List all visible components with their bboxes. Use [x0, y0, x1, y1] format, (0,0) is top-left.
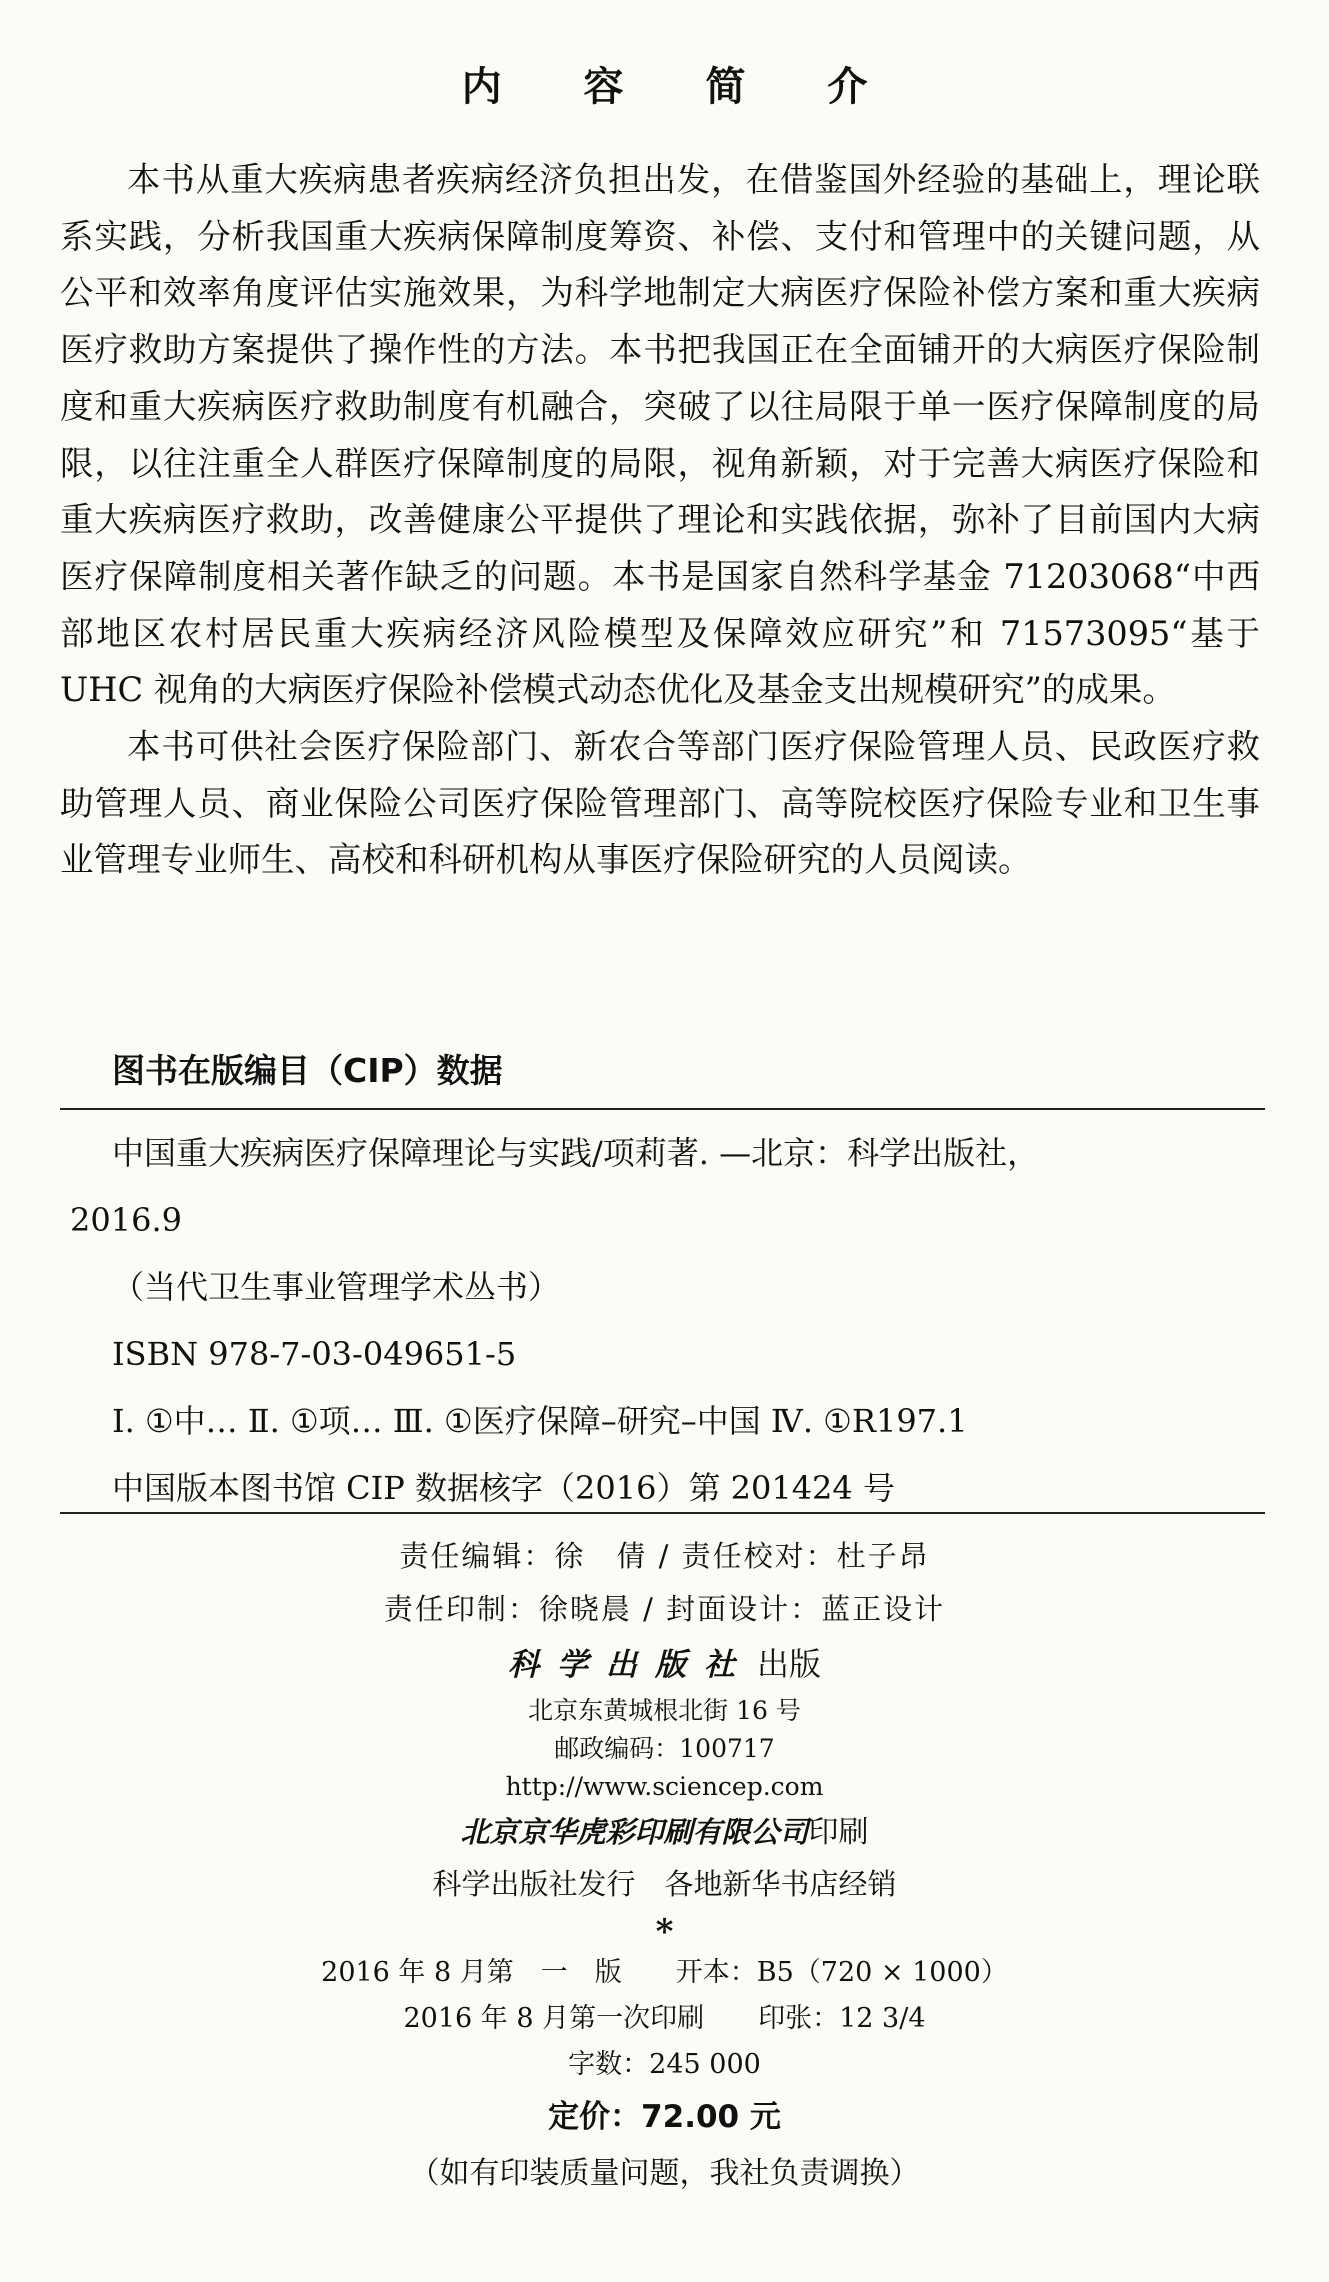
printer-logo: 北京京华虎彩印刷有限公司 — [460, 1815, 809, 1849]
synopsis-body — [60, 152, 1260, 889]
cip-top-rule — [60, 1108, 1265, 1110]
cip-data-block — [70, 1120, 1262, 1522]
cip-heading: 图书在版编目（CIP）数据 — [112, 1051, 503, 1090]
cip-isbn-line: ISBN 978-7-03-049651-5 — [112, 1335, 517, 1373]
separator-asterisk: * — [655, 1912, 674, 1952]
postcode: 邮政编码：100717 — [554, 1734, 775, 1763]
printer-suffix: 印刷 — [808, 1815, 869, 1850]
publisher-line — [0, 1636, 1329, 1692]
cip-record-number-line: 中国版本图书馆 CIP 数据核字（2016）第 201424 号 — [112, 1469, 895, 1507]
website-link: http://www.sciencep.com — [505, 1772, 824, 1801]
synopsis-paragraph: 本书可供社会医疗保险部门、新农合等部门医疗保险管理人员、民政医疗救助管理人员、商业保险公司医疗保险管理部门、高等院校医疗保险专业和卫生事业管理专业师生、高校和科研机构从事医疗保险研究的人员阅读。 — [60, 727, 1260, 880]
synopsis-paragraph: 本书从重大疾病患者疾病经济负担出发，在借鉴国外经验的基础上，理论联系实践，分析我国重大疾病保障制度筹资、补偿、支付和管理中的关键问题，从公平和效率角度评估实施效果，为科学地制定大病医疗保险补偿方案和重大疾病医疗救助方案提供了操作性的方法。本书把我国正在全面铺开的大病医疗保险制度和重大疾病医疗救助制度有机融合，突破了以往局限于单一医疗保障制度的局限，以往注重全人群医疗保障制度的局限，视角新颖，对于完善大病医疗保险和重大疾病医疗救助，改善健康公平提供了理论和实践依据，弥补了目前国内大病医疗保障制度相关著作缺乏的问题。本书是国家自然科学基金 71203068“中西部地区农村居民重大疾病经济风险模型及保障效应研究”和 71573095“基于 UHC 视角的大病医疗保险补偿模式动态优化及基金支出规模研究”的成果。 — [60, 160, 1260, 710]
quality-note: （如有印装质量问题，我社负责调换） — [409, 2156, 920, 2191]
distribution-line: 科学出版社发行 各地新华书店经销 — [432, 1867, 897, 1901]
colophon — [0, 1530, 1329, 2202]
printing-line: 2016 年 8 月第一次印刷 印张：12 3/4 — [403, 2003, 926, 2034]
editors-line: 责任编辑：徐 倩 / 责任校对：杜子昂 — [399, 1539, 930, 1573]
cip-bottom-rule — [60, 1512, 1265, 1514]
cip-date-line: 2016.9 — [70, 1201, 182, 1239]
word-count: 字数：245 000 — [568, 2049, 761, 2080]
cip-title-line: 中国重大疾病医疗保障理论与实践/项莉著. —北京：科学出版社， — [112, 1134, 1040, 1172]
cip-series-line: （当代卫生事业管理学术丛书） — [112, 1268, 561, 1306]
printer-line — [0, 1806, 1329, 1858]
synopsis-heading: 内 容 简 介 — [461, 64, 902, 110]
publisher-suffix: 出版 — [756, 1645, 821, 1683]
edition-line: 2016 年 8 月第 一 版 开本：B5（720 × 1000） — [321, 1957, 1008, 1988]
production-line: 责任印制：徐晓晨 / 封面设计：蓝正设计 — [383, 1592, 946, 1626]
cip-classification-line: Ⅰ. ①中… Ⅱ. ①项… Ⅲ. ①医疗保障–研究–中国 Ⅳ. ①R197.1 — [112, 1402, 968, 1440]
publisher-logo: 科学出版社 — [507, 1647, 753, 1683]
price: 定价：72.00 元 — [548, 2099, 781, 2135]
publisher-address: 北京东黄城根北街 16 号 — [528, 1696, 801, 1725]
